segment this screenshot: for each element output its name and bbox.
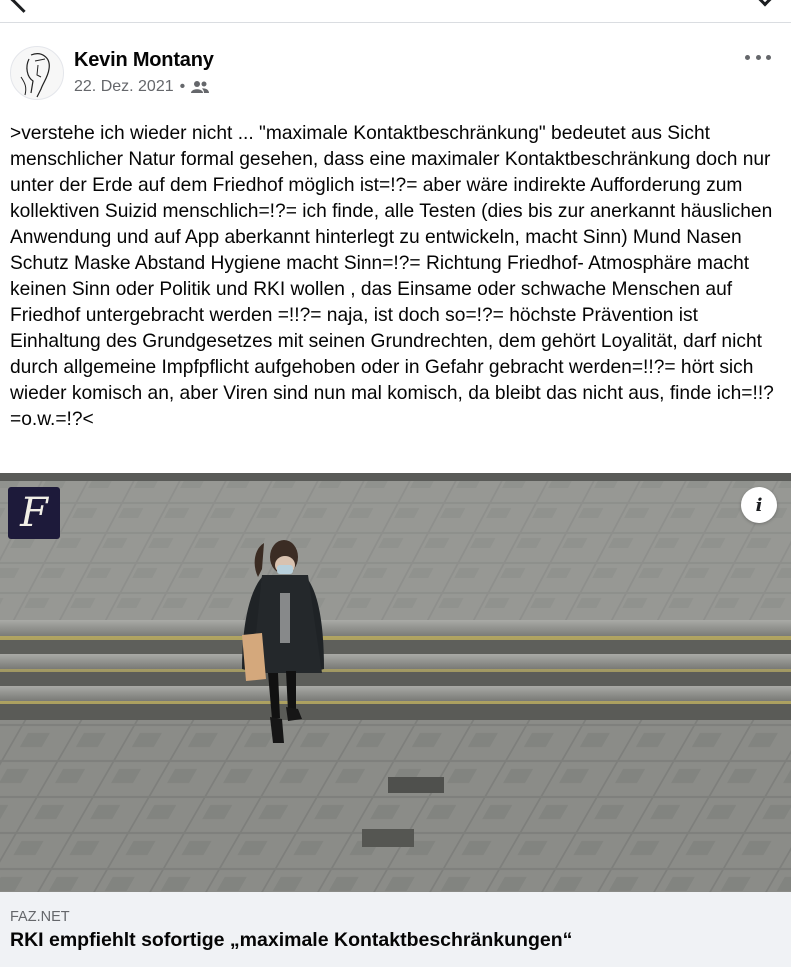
chevron-down-icon[interactable] bbox=[757, 0, 774, 6]
post-text: >verstehe ich wieder nicht ... "maximale Kontaktbeschränkung" bedeutet aus Sicht menschlicher Natur formal gesehen, dass eine maximaler Kontaktbeschränkung doch nur unter der Erde auf dem Friedhof möglich ist=!?= aber wäre indirekte Aufforderung zum kollektiven Suizid menschlich=!?= ich finde, alle Testen (dies bis zur anerkannt häuslichen Anwendung und auf App aberkannt hinterlegt zu entwickeln, macht Sinn) Mund Nasen Schutz Maske Abstand Hygiene macht Sinn=!?= Richtung Friedhof- Atmosphäre macht keinen Sinn oder Politik und RKI wollen , das Einsame oder schwache Menschen auf Friedhof untergebracht werden =!!?= naja, ist doch so=!?= höchste Prävention ist Einhaltung des Grundgesetzes mit seinen Grundrechten, dem gehört Loyalität, darf nicht durch allgemeine Impfpflicht aufgehoben oder in Gefahr gebracht werden=!!?= hört sich wieder komisch an, aber Viren sind nun mal komisch, da bleibt das nicht aus, finde ich=!!?=o.w.=!?< bbox=[10, 123, 774, 430]
more-options-button[interactable] bbox=[745, 50, 771, 64]
street-photo bbox=[0, 473, 791, 892]
dot-icon bbox=[766, 55, 771, 60]
faz-logo: F bbox=[8, 487, 60, 539]
post-header bbox=[0, 40, 791, 110]
back-arrow-icon[interactable] bbox=[10, 0, 37, 13]
post-date[interactable]: 22. Dez. 2021 bbox=[74, 78, 174, 95]
dot-icon bbox=[756, 55, 761, 60]
link-domain: FAZ.NET bbox=[10, 909, 70, 925]
author-name[interactable]: Kevin Montany bbox=[74, 49, 214, 71]
avatar[interactable] bbox=[10, 46, 64, 100]
link-preview-card[interactable] bbox=[0, 892, 791, 967]
dot-icon bbox=[745, 55, 750, 60]
meta-separator: • bbox=[179, 78, 186, 95]
post-meta bbox=[74, 78, 209, 96]
link-title[interactable]: RKI empfiehlt sofortige „maximale Kontaktbeschränkungen“ bbox=[10, 929, 573, 951]
top-navigation-bar bbox=[0, 0, 791, 23]
link-preview-image[interactable] bbox=[0, 473, 791, 892]
info-button[interactable]: i bbox=[741, 487, 777, 523]
friends-icon bbox=[191, 80, 209, 94]
avatar-sketch-icon bbox=[11, 47, 63, 99]
